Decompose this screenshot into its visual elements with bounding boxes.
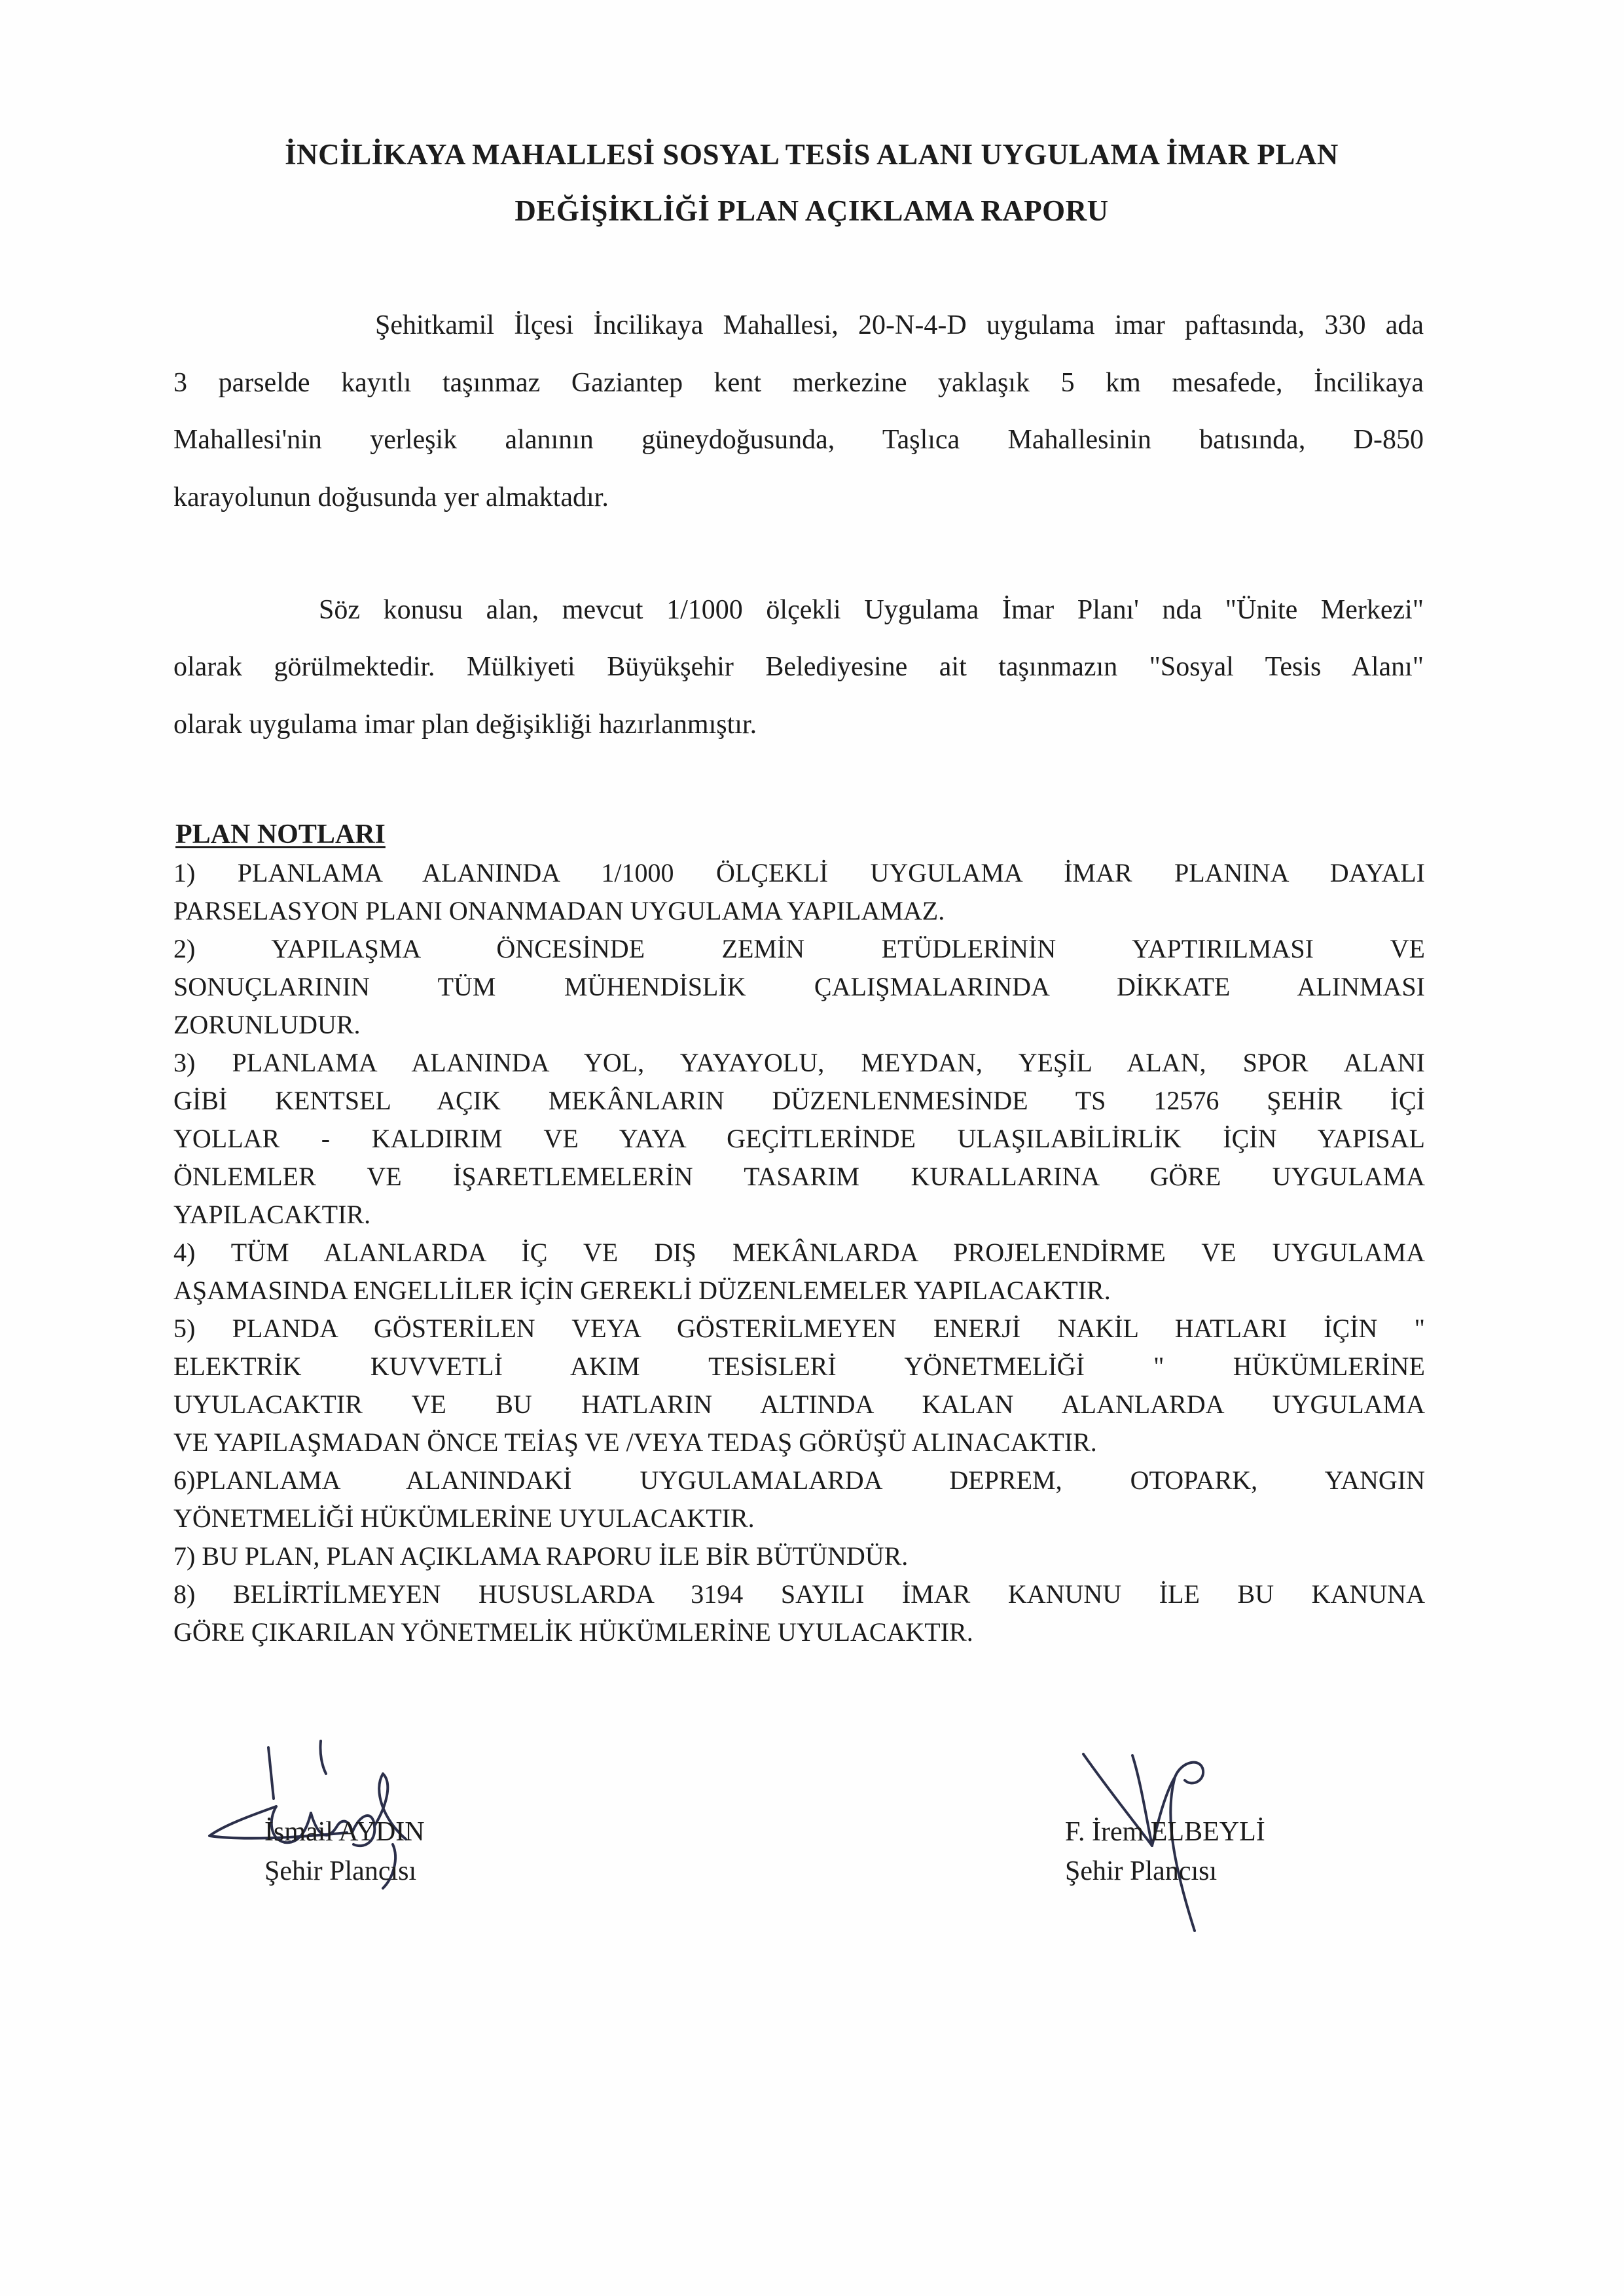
signatory-name: İsmail AYDIN bbox=[264, 1817, 425, 1847]
plan-note-line: YOLLAR - KALDIRIM VE YAYA GEÇİTLERİNDE ULAŞILABİLİRLİK İÇİN YAPISAL bbox=[173, 1124, 1425, 1153]
plan-note-line: ÖNLEMLER VE İŞARETLEMELERİN TASARIM KURALLARINA GÖRE UYGULAMA bbox=[173, 1162, 1425, 1191]
signatory-name: F. İrem ELBEYLİ bbox=[1065, 1817, 1265, 1847]
paragraph-line: olarak görülmektedir. Mülkiyeti Büyükşehir Belediyesine ait taşınmazın "Sosyal Tesis Alanı" bbox=[173, 652, 1424, 682]
document-title-line-1: İNCİLİKAYA MAHALLESİ SOSYAL TESİS ALANI UYGULAMA İMAR PLAN bbox=[285, 138, 1339, 171]
plan-note-line: GİBİ KENTSEL AÇIK MEKÂNLARIN DÜZENLENMESİNDE TS 12576 ŞEHİR İÇİ bbox=[173, 1086, 1425, 1115]
signatory-title: Şehir Plancısı bbox=[264, 1856, 417, 1886]
handwritten-signature-right bbox=[1060, 1741, 1270, 1964]
plan-notes-heading: PLAN NOTLARI bbox=[175, 819, 386, 850]
plan-note-line: ELEKTRİK KUVVETLİ AKIM TESİSLERİ YÖNETMELİĞİ " HÜKÜMLERİNE bbox=[173, 1352, 1425, 1381]
plan-note-line: UYULACAKTIR VE BU HATLARIN ALTINDA KALAN ALANLARDA UYGULAMA bbox=[173, 1390, 1425, 1419]
plan-note-line: 3) PLANLAMA ALANINDA YOL, YAYAYOLU, MEYDAN, YEŞİL ALAN, SPOR ALANI bbox=[173, 1048, 1425, 1077]
plan-note-line: 5) PLANDA GÖSTERİLEN VEYA GÖSTERİLMEYEN ENERJİ NAKİL HATLARI İÇİN " bbox=[173, 1314, 1425, 1343]
paragraph-line: olarak uygulama imar plan değişikliği hazırlanmıştır. bbox=[173, 709, 757, 740]
paragraph-line: karayolunun doğusunda yer almaktadır. bbox=[173, 482, 609, 512]
document-title-line-2: DEĞİŞİKLİĞİ PLAN AÇIKLAMA RAPORU bbox=[514, 194, 1109, 227]
plan-note-line: 4) TÜM ALANLARDA İÇ VE DIŞ MEKÂNLARDA PROJELENDİRME VE UYGULAMA bbox=[173, 1238, 1425, 1267]
plan-note-line: SONUÇLARININ TÜM MÜHENDİSLİK ÇALIŞMALARINDA DİKKATE ALINMASI bbox=[173, 972, 1425, 1001]
paragraph-line: Söz konusu alan, mevcut 1/1000 ölçekli Uygulama İmar Planı' nda "Ünite Merkezi" bbox=[319, 595, 1424, 625]
plan-note-line: 7) BU PLAN, PLAN AÇIKLAMA RAPORU İLE BİR BÜTÜNDÜR. bbox=[173, 1541, 909, 1571]
plan-note-line: 1) PLANLAMA ALANINDA 1/1000 ÖLÇEKLİ UYGULAMA İMAR PLANINA DAYALI bbox=[173, 858, 1425, 888]
plan-note-line: PARSELASYON PLANI ONANMADAN UYGULAMA YAPILAMAZ. bbox=[173, 896, 945, 925]
paragraph-line: Şehitkamil İlçesi İncilikaya Mahallesi, 20-N-4-D uygulama imar paftasında, 330 ada bbox=[375, 310, 1424, 340]
plan-note-line: 8) BELİRTİLMEYEN HUSUSLARDA 3194 SAYILI İMAR KANUNU İLE BU KANUNA bbox=[173, 1579, 1425, 1609]
plan-note-line: YÖNETMELİĞİ HÜKÜMLERİNE UYULACAKTIR. bbox=[173, 1503, 755, 1533]
plan-note-line: VE YAPILAŞMADAN ÖNCE TEİAŞ VE /VEYA TEDAŞ GÖRÜŞÜ ALINACAKTIR. bbox=[173, 1427, 1097, 1457]
plan-note-line: GÖRE ÇIKARILAN YÖNETMELİK HÜKÜMLERİNE UYULACAKTIR. bbox=[173, 1617, 973, 1647]
paragraph-line: Mahallesi'nin yerleşik alanının güneydoğusunda, Taşlıca Mahallesinin batısında, D-850 bbox=[173, 425, 1424, 455]
plan-note-line: AŞAMASINDA ENGELLİLER İÇİN GEREKLİ DÜZENLEMELER YAPILACAKTIR. bbox=[173, 1276, 1111, 1305]
paragraph-line: 3 parselde kayıtlı taşınmaz Gaziantep kent merkezine yaklaşık 5 km mesafede, İncilikaya bbox=[173, 368, 1424, 398]
plan-note-line: YAPILACAKTIR. bbox=[173, 1200, 371, 1229]
plan-note-line: 6)PLANLAMA ALANINDAKİ UYGULAMALARDA DEPREM, OTOPARK, YANGIN bbox=[173, 1465, 1425, 1495]
plan-note-line: 2) YAPILAŞMA ÖNCESİNDE ZEMİN ETÜDLERİNİN YAPTIRILMASI VE bbox=[173, 934, 1425, 963]
signatory-title: Şehir Plancısı bbox=[1065, 1856, 1218, 1886]
plan-note-line: ZORUNLUDUR. bbox=[173, 1010, 361, 1039]
